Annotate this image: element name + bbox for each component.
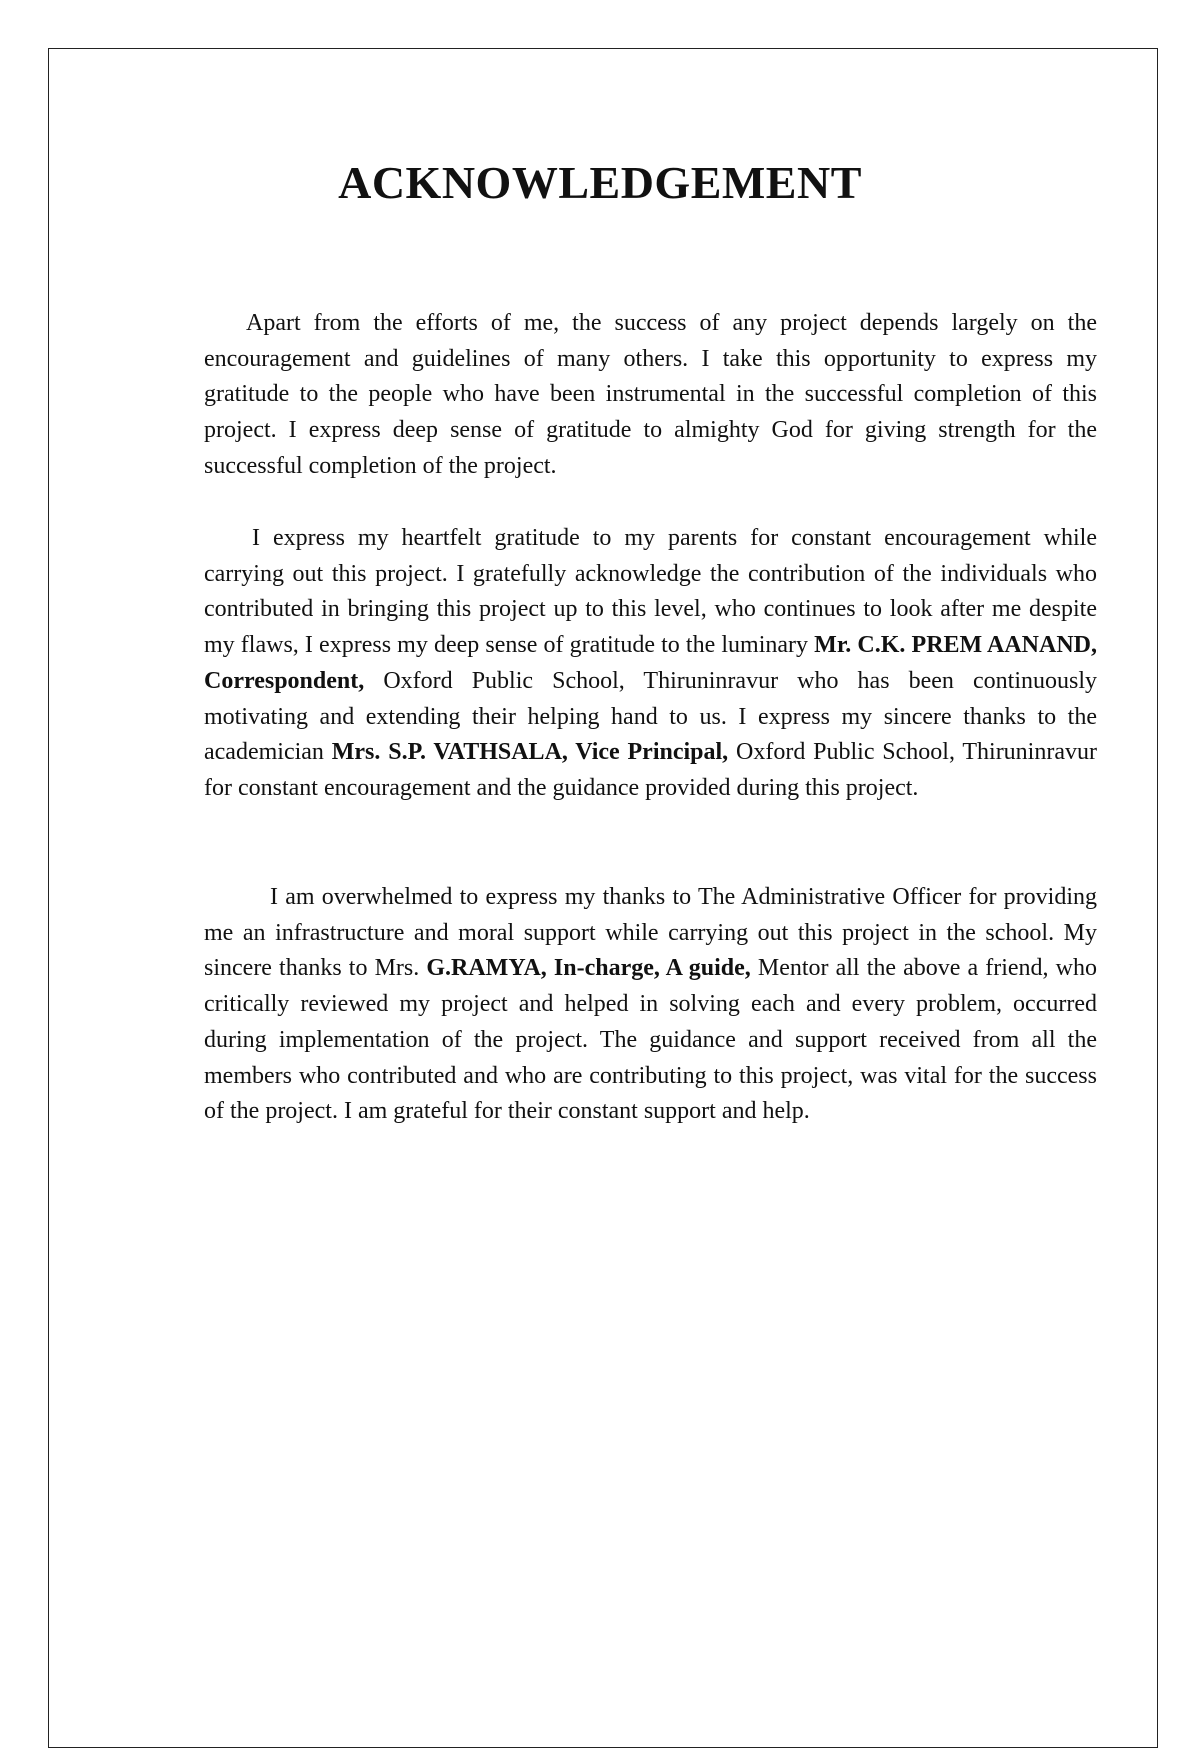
paragraph-text: I am overwhelmed to express my thanks to The Administrative Officer for providing me an infrastructure and moral support while carrying out this project in the school. My sincere thanks to Mrs.	[204, 884, 1097, 982]
paragraph-text: I express my heartfelt gratitude to my parents for constant encouragement while carrying out this project. I gratefully acknowledge the contribution of the individuals who contributed in bringing this project up to this level, who continues to look after me despite my flaws, I express my deep sense of gratitude to the luminary	[204, 525, 1097, 659]
page-title: ACKNOWLEDGEMENT	[338, 157, 862, 208]
paragraph-thanks-parents-staff	[204, 521, 1097, 807]
vice-principal-name: Mrs. S.P. VATHSALA, Vice Principal,	[331, 739, 729, 766]
paragraph-intro: Apart from the efforts of me, the success of any project depends largely on the encouragement and guidelines of many others. I take this opportunity to express my gratitude to the people who have been instrumental in the successful completion of this project. I express deep sense of gratitude to almighty God for giving strength for the successful completion of the project.	[204, 310, 1097, 479]
paragraph-text: Oxford Public School, Thiruninravur for constant encouragement and the guidance provided during this project.	[204, 739, 1097, 801]
paragraph-text: Oxford Public School, Thiruninravur who has been continuously motivating and extending their helping hand to us. I express my sincere thanks to the academician	[204, 667, 1097, 766]
paragraph-text: Mentor all the above a friend, who critically reviewed my project and helped in solving each and every problem, occurred during implementation of the project. The guidance and support received from all the members who contributed and who are contributing to this project, was vital for the success of the project. I am grateful for their constant support and help.	[204, 955, 1097, 1125]
correspondent-name: Mr. C.K. PREM AANAND, Correspondent,	[204, 632, 1098, 694]
paragraph-thanks-guide	[204, 880, 1097, 1130]
guide-name: G.RAMYA, In-charge, A guide,	[426, 955, 751, 982]
